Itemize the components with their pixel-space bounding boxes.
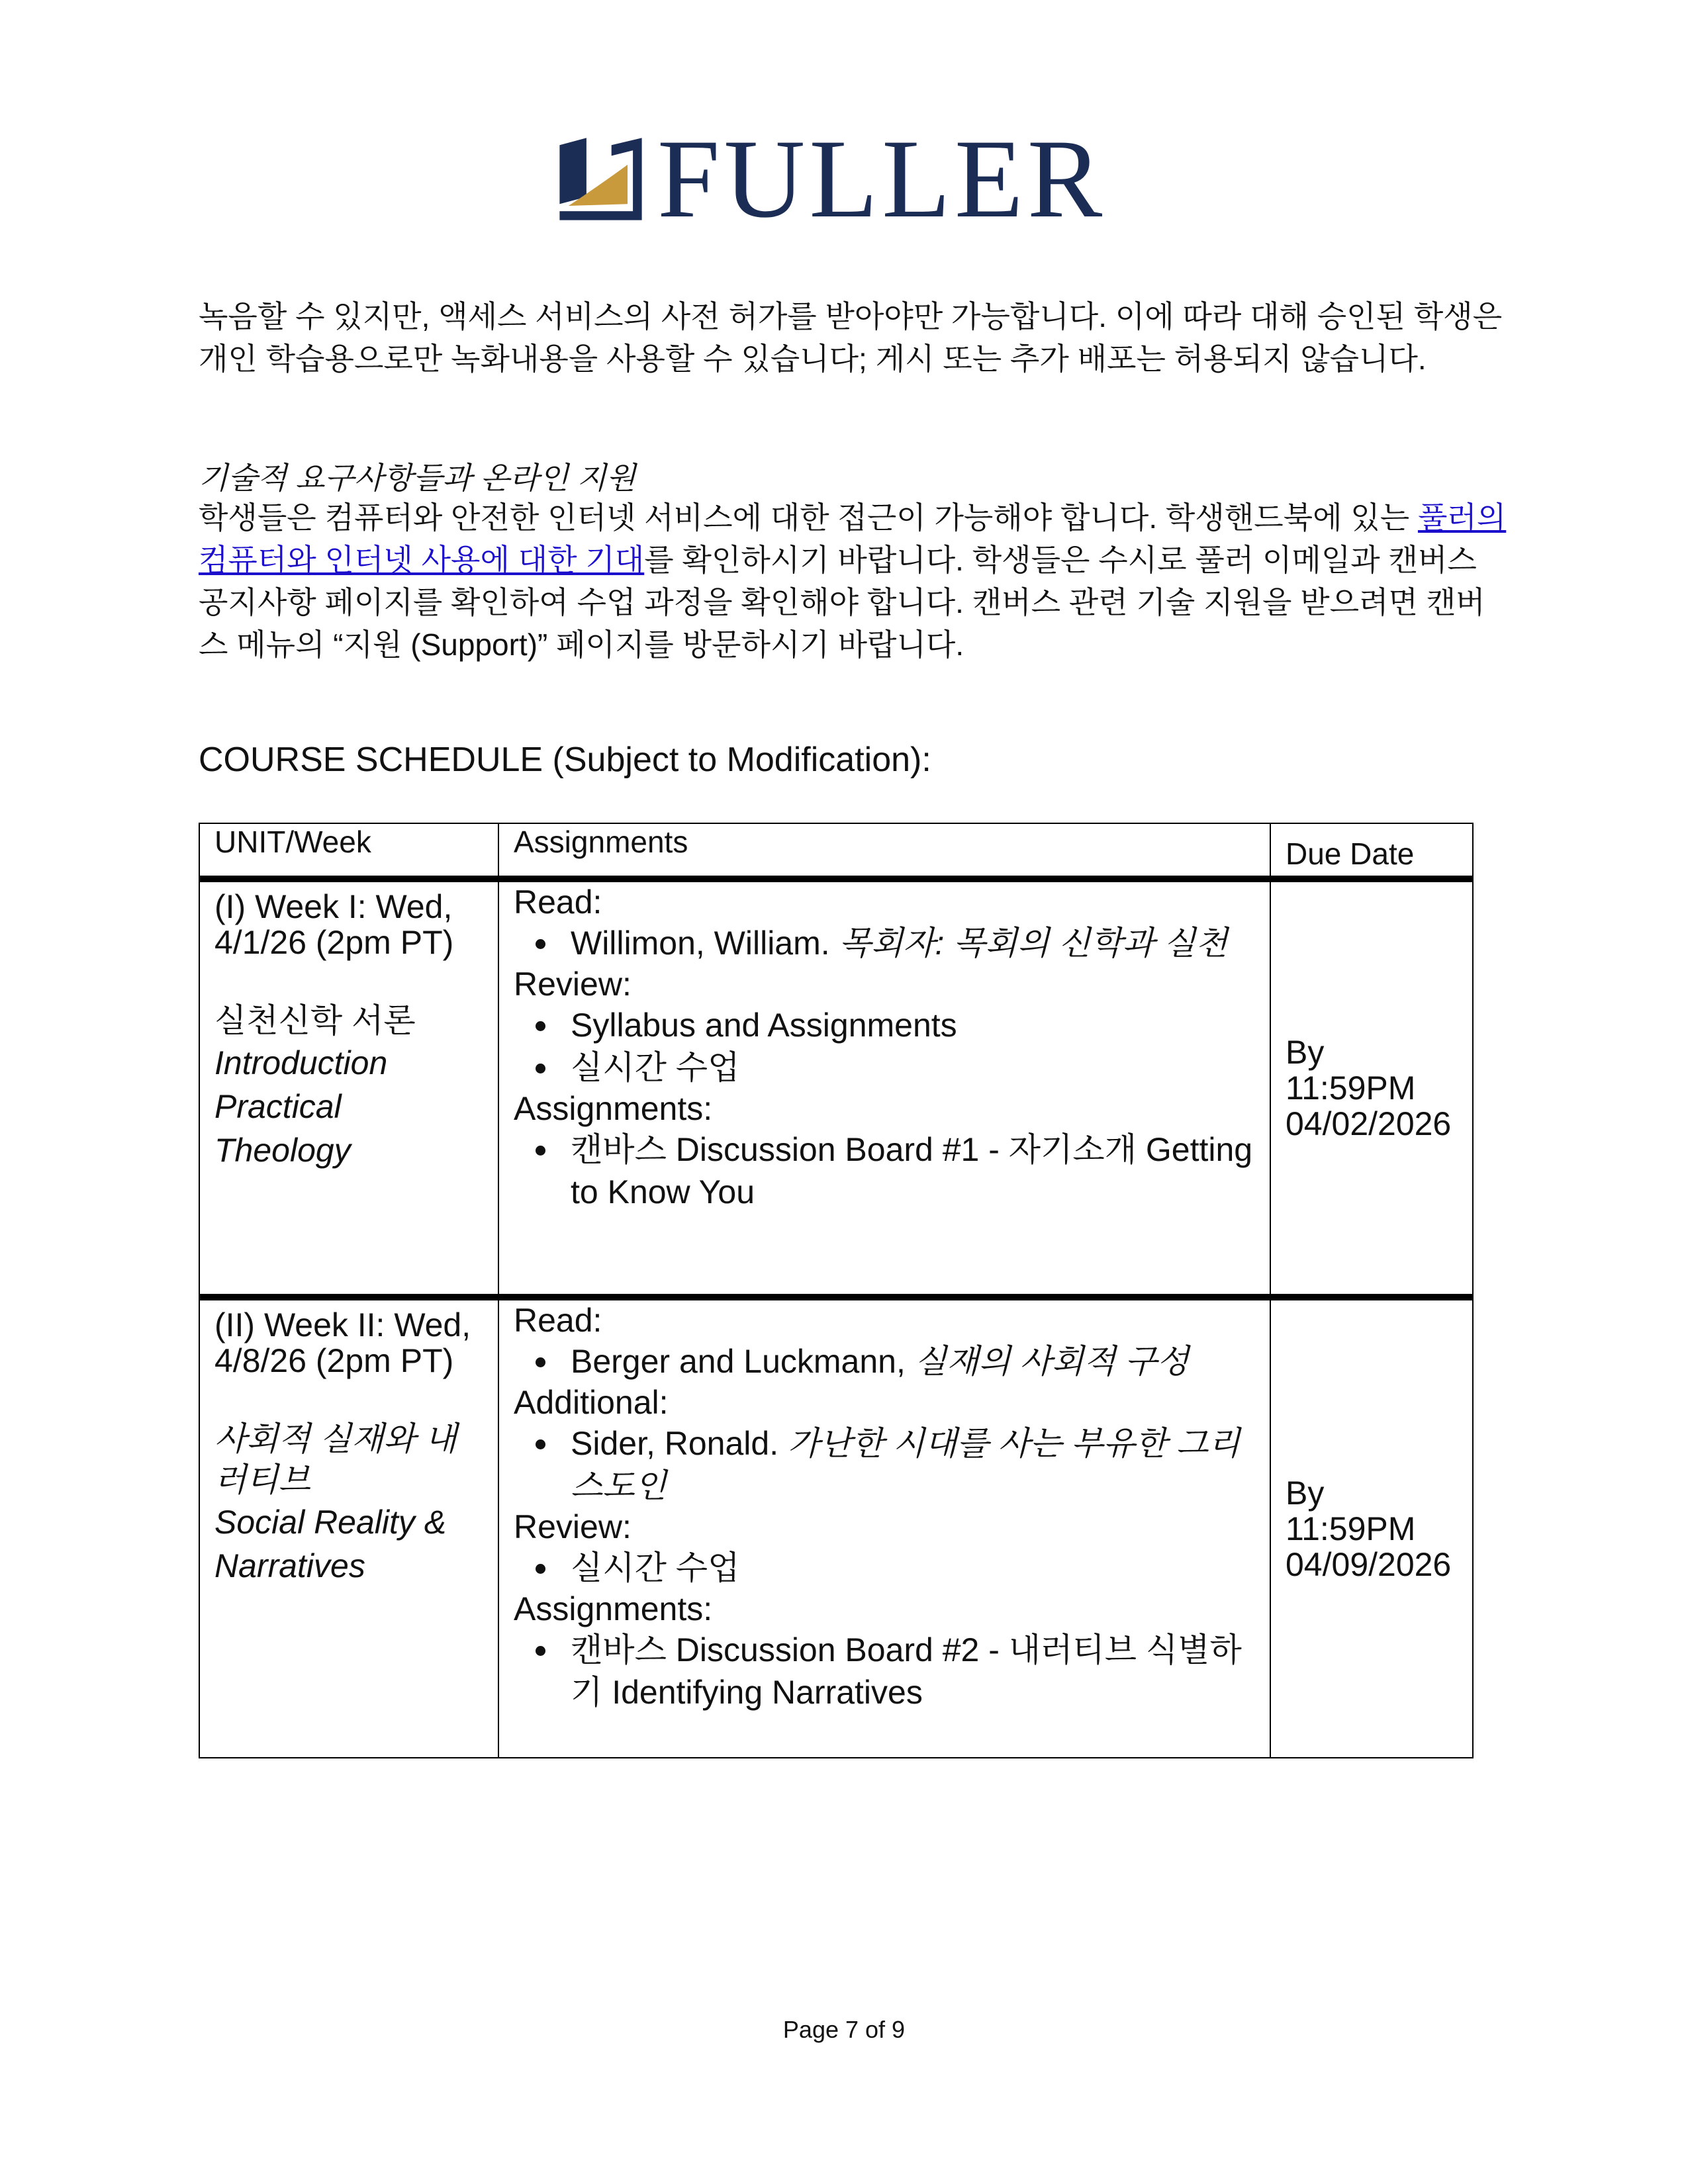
week-1-due-date: By 11:59PM 04/02/2026: [1270, 879, 1473, 1297]
week-1-read-label: Read:: [514, 884, 602, 921]
week-1-unit-cell: [199, 879, 498, 1297]
fuller-book-icon: [556, 134, 645, 224]
read-title: 실재의 사회적 구성: [914, 1343, 1189, 1380]
week-1-en-title: Introduction Practical Theology: [214, 1044, 388, 1169]
week-1-unit: (I) Week I: Wed, 4/1/26 (2pm PT): [214, 888, 454, 961]
logo-wordmark: FULLER: [657, 116, 1107, 241]
header-unit-week: UNIT/Week: [199, 823, 498, 879]
week-2-read-label: Read:: [514, 1302, 602, 1339]
additional-author: Sider, Ronald.: [571, 1425, 788, 1462]
read-title: 목회자: 목회의 신학과 실천: [839, 925, 1228, 962]
table-header-row: [199, 823, 1473, 879]
week-2-unit-cell: [199, 1297, 498, 1758]
course-schedule-title: COURSE SCHEDULE (Subject to Modification):: [199, 741, 931, 779]
course-schedule-table: [199, 823, 1474, 1758]
page-number: Page 7 of 9: [782, 2016, 906, 2043]
tech-text-before: 학생들은 컴퓨터와 안전한 인터넷 서비스에 대한 접근이 가능해야 합니다. 학생핸드북에 있는: [199, 500, 1418, 535]
read-author: Willimon, William.: [571, 925, 839, 962]
week-2-assignments-label: Assignments:: [514, 1590, 713, 1627]
table-row-week-1: [199, 879, 1473, 1297]
read-author: Berger and Luckmann,: [571, 1343, 915, 1380]
list-item: • Syllabus and Assignments: [560, 1004, 1255, 1046]
computer-internet-policy-link[interactable]: 풀러의 컴퓨터와 인터넷 사용에 대한 기대: [199, 500, 1507, 577]
week-1-ko-title: 실천신학 서론: [214, 1002, 416, 1039]
list-item: • 실시간 수업: [560, 1547, 1255, 1589]
recording-policy-paragraph: 녹음할 수 있지만, 액세스 서비스의 사전 허가를 받아야만 가능합니다. 이에 따라 대해 승인된 학생은 개인 학습용으로만 녹화내용을 사용할 수 있습니다; 게시 또는 추가 배포는 허용되지 않습니다.: [199, 299, 1503, 376]
week-2-review-label: Review:: [514, 1508, 632, 1545]
week-2-additional-label: Additional:: [514, 1384, 669, 1421]
week-2-ko-title: 사회적 실재와 내러티브: [214, 1420, 457, 1498]
list-item: [560, 922, 1255, 964]
list-item: • 실시간 수업: [560, 1046, 1255, 1089]
list-item: [560, 1340, 1255, 1383]
fuller-logo: [556, 116, 1107, 241]
week-2-assignments-cell: [498, 1297, 1270, 1758]
week-2-due-date: By 11:59PM 04/09/2026: [1270, 1297, 1473, 1758]
week-2-en-title: Social Reality & Narratives: [214, 1504, 447, 1584]
additional-title: 가난한 시대를 사는 부유한 그리스도인: [571, 1425, 1241, 1504]
tech-text-after: 를 확인하시기 바랍니다. 학생들은 수시로 풀러 이메일과 캔버스 공지사항 페이지를 확인하여 수업 과정을 확인해야 합니다. 캔버스 관련 기술 지원을 받으려면 캔버스 메뉴의 “지원 (Support)” 페이지를 방문하시기 바랍니다.: [199, 543, 1485, 662]
week-1-assignments-label: Assignments:: [514, 1090, 713, 1127]
header-assignments: Assignments: [498, 823, 1270, 879]
list-item: • 캔바스 Discussion Board #2 - 내러티브 식별하기 Identifying Narratives: [560, 1629, 1255, 1713]
tech-requirements-heading: 기술적 요구사항들과 온라인 지원: [199, 461, 636, 495]
list-item: [560, 1422, 1255, 1507]
week-1-review-label: Review:: [514, 966, 632, 1003]
table-row-week-2: [199, 1297, 1473, 1758]
tech-requirements-paragraph: [199, 496, 1509, 666]
week-1-assignments-cell: [498, 879, 1270, 1297]
header-due-date: Due Date: [1270, 823, 1473, 879]
week-2-unit: (II) Week II: Wed, 4/8/26 (2pm PT): [214, 1306, 471, 1379]
list-item: • 캔바스 Discussion Board #1 - 자기소개 Getting to Know You: [560, 1128, 1255, 1213]
